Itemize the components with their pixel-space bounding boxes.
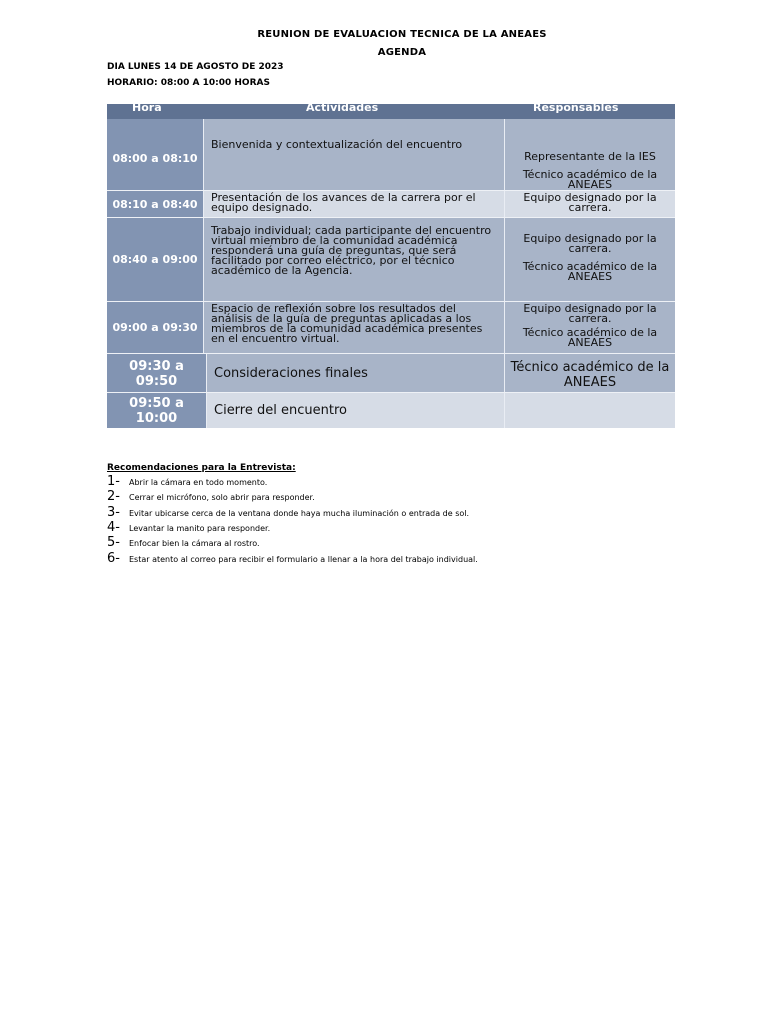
- recommendations-title: Recomendaciones para la Entrevista:: [107, 463, 296, 473]
- recommendation-number: 1-: [107, 474, 120, 489]
- recommendation-text: Enfocar bien la cámara al rostro.: [129, 539, 260, 548]
- agenda-time: 08:10 a 08:40: [107, 191, 204, 218]
- recommendation-number: 4-: [107, 520, 120, 535]
- responsible-line: Equipo designado por la carrera.: [523, 191, 657, 214]
- agenda-activity: Cierre del encuentro: [207, 393, 505, 428]
- recommendation-item: [107, 505, 469, 521]
- recommendation-number: 5-: [107, 535, 120, 550]
- responsible-line: Equipo designado por la carrera.: [523, 302, 657, 325]
- responsible-line: Representante de la IES: [524, 150, 656, 163]
- recommendation-text: Levantar la manito para responder.: [129, 524, 271, 533]
- agenda-activity: Espacio de reflexión sobre los resultados del análisis de la guía de preguntas aplicadas a los miembros de la comunidad académica presentes en el encuentro virtual.: [204, 302, 505, 354]
- agenda-responsible: [505, 191, 675, 218]
- recommendation-text: Abrir la cámara en todo momento.: [129, 478, 268, 487]
- recommendation-number: 2-: [107, 489, 120, 504]
- agenda-table: [107, 101, 675, 427]
- agenda-row: [107, 119, 675, 190]
- responsible-line: Equipo designado por la carrera.: [523, 232, 657, 255]
- agenda-responsible: [505, 119, 675, 190]
- agenda-time: 09:30 a 09:50: [107, 354, 207, 393]
- agenda-activity: Trabajo individual; cada participante del encuentro virtual miembro de la comunidad académica responderá una guía de preguntas, que será facilitado por correo eléctrico, por el técnico académico de la Agencia.: [204, 218, 505, 302]
- agenda-activity: Consideraciones finales: [207, 354, 505, 393]
- agenda-row: [107, 353, 675, 393]
- agenda-time: 08:00 a 08:10: [107, 119, 204, 190]
- recommendation-text: Estar atento al correo para recibir el formulario a llenar a la hora del trabajo individual.: [129, 555, 478, 564]
- agenda-time: 09:00 a 09:30: [107, 302, 204, 354]
- responsible-line: Técnico académico de la ANEAES: [510, 359, 670, 390]
- recommendation-item: [107, 520, 270, 536]
- agenda-responsible: [505, 302, 675, 354]
- responsible-line: Técnico académico de la ANEAES: [522, 260, 658, 283]
- agenda-row: [107, 217, 675, 302]
- agenda-time: 09:50 a 10:00: [107, 393, 207, 428]
- agenda-responsible: [505, 218, 675, 302]
- agenda-row: [107, 392, 675, 428]
- responsible-line: Técnico académico de la ANEAES: [522, 168, 658, 191]
- responsible-line: Técnico académico de la ANEAES: [522, 326, 658, 349]
- agenda-row: [107, 190, 675, 218]
- recommendation-number: 3-: [107, 505, 120, 520]
- document-title: REUNION DE EVALUACION TECNICA DE LA ANEAES: [257, 29, 547, 40]
- column-header-responsables: Responsables: [533, 101, 619, 114]
- agenda-responsible: [505, 393, 675, 428]
- recommendation-item: [107, 535, 260, 551]
- meeting-date: DIA LUNES 14 DE AGOSTO DE 2023: [107, 62, 284, 72]
- agenda-row: [107, 301, 675, 354]
- agenda-time: 08:40 a 09:00: [107, 218, 204, 302]
- recommendation-item: [107, 489, 315, 505]
- agenda-activity: Bienvenida y contextualización del encuentro: [204, 119, 505, 190]
- column-header-hora: Hora: [132, 101, 162, 114]
- recommendation-text: Evitar ubicarse cerca de la ventana donde haya mucha iluminación o entrada de sol.: [129, 509, 470, 518]
- document-subtitle: AGENDA: [377, 47, 427, 58]
- agenda-header-row: [107, 101, 675, 119]
- agenda-activity: Presentación de los avances de la carrera por el equipo designado.: [204, 191, 505, 218]
- recommendation-item: [107, 474, 267, 490]
- recommendation-text: Cerrar el micrófono, solo abrir para responder.: [129, 493, 315, 502]
- recommendation-number: 6-: [107, 551, 120, 566]
- column-header-actividades: Actividades: [306, 101, 379, 114]
- meeting-schedule: HORARIO: 08:00 A 10:00 HORAS: [107, 78, 270, 88]
- agenda-responsible: [505, 354, 675, 393]
- recommendation-item: [107, 551, 478, 567]
